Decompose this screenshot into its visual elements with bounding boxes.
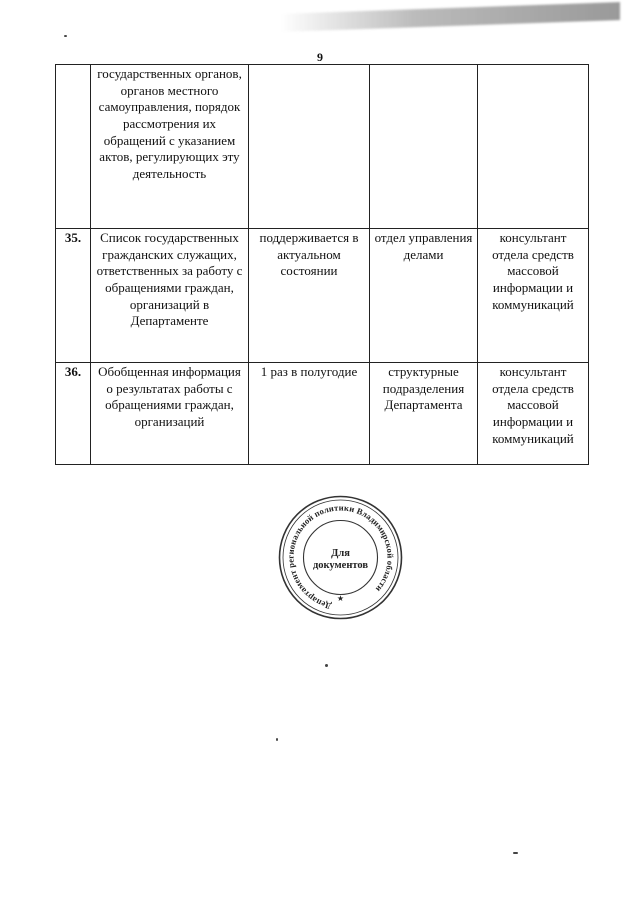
row-period xyxy=(249,65,370,229)
row-department: структурные подразделения Департамента xyxy=(370,363,478,465)
seal-star-icon: ★ xyxy=(336,594,345,603)
seal-center-line-1: Для xyxy=(331,548,350,559)
row-name: Обобщенная информация о результатах работы с обращениями граждан, организаций xyxy=(91,363,249,465)
row-responsible: консультант отдела средств массовой информации и коммуникаций xyxy=(478,229,589,363)
scan-artifact xyxy=(280,2,620,32)
row-department xyxy=(370,65,478,229)
scan-speck xyxy=(64,35,67,37)
row-number: 36. xyxy=(56,363,91,465)
row-responsible xyxy=(478,65,589,229)
table-row xyxy=(56,229,589,363)
table-row xyxy=(56,65,589,229)
scan-speck xyxy=(513,852,518,854)
official-seal xyxy=(277,494,404,621)
row-number xyxy=(56,65,91,229)
scan-speck xyxy=(325,664,328,667)
seal-ring-text: Департамент региональной политики Владимирской области xyxy=(285,502,396,612)
row-department: отдел управления делами xyxy=(370,229,478,363)
row-name: Список государственных гражданских служащих, ответственных за работу с обращениями граждан, организаций в Департаменте xyxy=(91,229,249,363)
row-period: поддерживается в актуальном состоянии xyxy=(249,229,370,363)
document-table xyxy=(55,64,589,465)
seal-center-line-2: документов xyxy=(312,560,369,571)
row-number: 35. xyxy=(56,229,91,363)
scan-speck xyxy=(276,738,278,741)
row-name: государственных органов, органов местного самоуправления, порядок рассмотрения их обращений с указанием актов, регулирующих эту деятельность xyxy=(91,65,249,229)
row-responsible: консультант отдела средств массовой информации и коммуникаций xyxy=(478,363,589,465)
row-period: 1 раз в полугодие xyxy=(249,363,370,465)
table-row xyxy=(56,363,589,465)
page-number: 9 xyxy=(317,50,323,64)
